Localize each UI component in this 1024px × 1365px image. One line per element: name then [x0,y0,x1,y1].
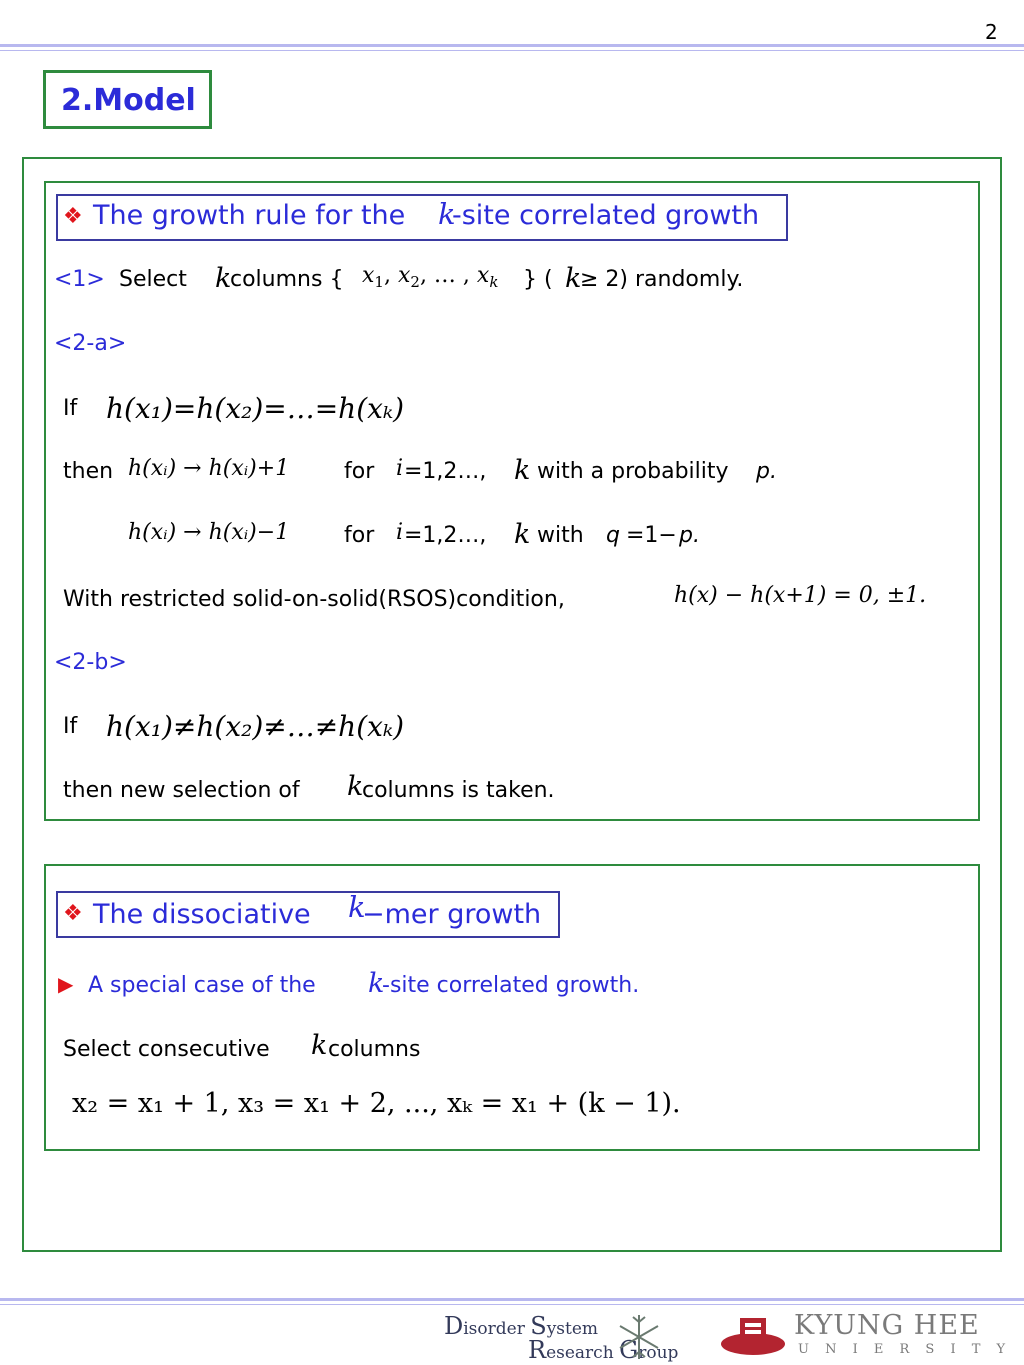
if-label-2: If [63,714,78,739]
step2b-label: <2-b> [54,650,127,675]
section2-title-box [56,891,560,938]
then-new: then new selection of [63,778,300,803]
rsos-text: With restricted solid-on-solid(RSOS)condition, [63,587,565,612]
research-group-logo: Disorder System Research Group [444,1312,679,1364]
step1-columns: columns { [230,267,344,292]
section2-title-after: −mer growth [362,899,542,930]
section1-title-before: The growth rule for the [93,200,406,231]
page-title: 2.Model [61,83,196,118]
select-columns: columns [328,1037,421,1062]
section1-title-k: k [438,197,456,231]
i-var-1: i [396,456,404,481]
select-consec: Select consecutive [63,1037,270,1062]
step1-k: k [215,263,232,294]
university-logo [718,1312,1022,1362]
select-k: k [311,1030,328,1061]
for-label-2: for [344,523,375,548]
with-prob: with a probability [537,459,729,484]
step1-close: } ( [523,267,553,292]
section2-title-before: The dissociative [93,899,311,930]
q-rhs: =1− [626,523,677,548]
special-k: k [368,968,385,999]
bottom-rule [0,1298,1024,1301]
rule-plus: h(xᵢ) → h(xᵢ)+1 [128,456,290,481]
step2a-label: <2-a> [54,331,127,356]
triangle-bullet-icon: ▶ [58,972,74,996]
special-before: A special case of the [88,973,316,998]
bottom-rule-thin [0,1304,1024,1305]
special-after: -site correlated growth. [382,973,640,998]
if-label: If [63,396,78,421]
rule-minus: h(xᵢ) → h(xᵢ)−1 [128,520,290,545]
q-var: q [606,523,620,548]
step1-label: <1> [54,267,105,292]
university-emblem-icon [718,1314,788,1358]
cond-equal: h(x₁)=h(x₂)=…=h(xₖ) [106,392,405,425]
diamond-bullet-icon: ❖ [63,204,83,229]
diamond-bullet-icon-2: ❖ [63,901,83,926]
i-range-1: =1,2…, [404,459,487,484]
k-var-2: k [514,519,531,550]
consecutive-formula: x₂ = x₁ + 1, x₃ = x₁ + 2, ..., xₖ = x₁ + (k − 1). [72,1088,681,1119]
rsos-math: h(x) − h(x+1) = 0, ±1. [674,583,927,608]
columns-taken: columns is taken. [362,778,555,803]
section1-title-after: -site correlated growth [452,200,760,231]
section2-title-k: k [348,890,366,924]
top-rule-thin [0,50,1024,51]
snowflake-icon [614,1312,664,1362]
section1-title-box [56,194,788,241]
step1-select: Select [119,267,187,292]
page-number: 2 [985,20,998,44]
step1-ge: ≥ 2) randomly. [580,267,744,292]
then-label: then [63,459,114,484]
for-label-1: for [344,459,375,484]
university-name: KYUNG HEE [794,1310,980,1341]
step1-set: $x_1$, $x_2$, … , $x_k$ [362,263,499,291]
with-label: with [537,523,584,548]
p-var: p. [756,459,777,484]
university-sub: U N I E R S I T Y [798,1342,1012,1357]
i-range-2: =1,2…, [404,523,487,548]
k-var-3: k [347,771,364,802]
k-var-1: k [514,455,531,486]
i-var-2: i [396,520,404,545]
heading-box [43,70,212,129]
top-rule [0,44,1024,47]
q-p: p. [679,523,700,548]
step1-k2: k [565,263,582,294]
cond-notequal: h(x₁)≠h(x₂)≠…≠h(xₖ) [106,710,405,743]
